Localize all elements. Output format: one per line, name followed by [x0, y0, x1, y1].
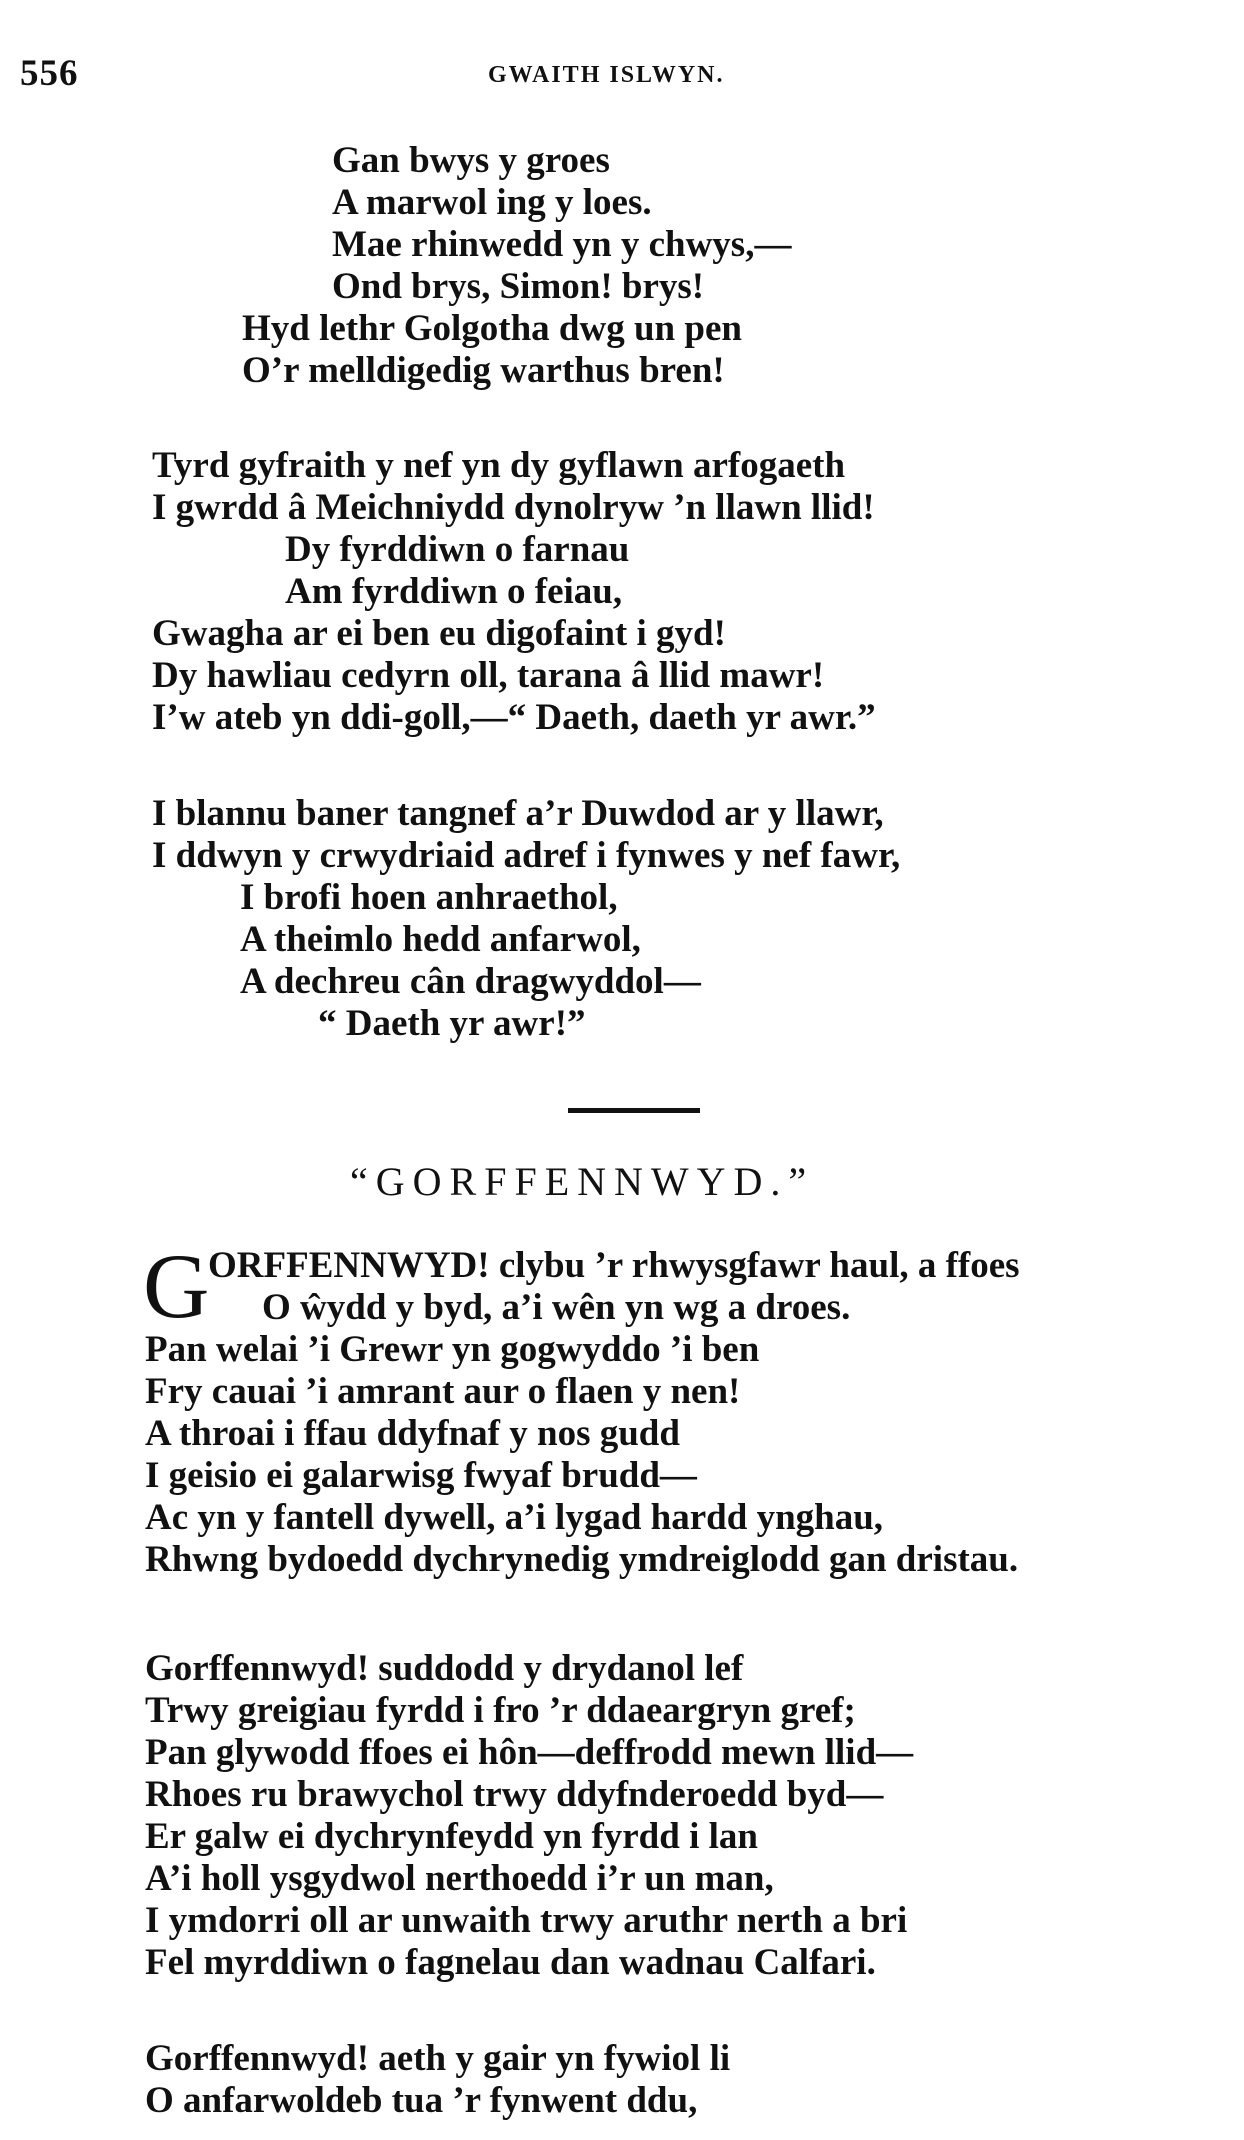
- poem-line: Am fyrddiwn o feiau,: [285, 571, 623, 612]
- poem-line: Gorffennwyd! suddodd y drydanol lef: [145, 1648, 744, 1689]
- poem-line: Dy fyrddiwn o farnau: [285, 529, 630, 570]
- poem-line: ORFFENNWYD! clybu ’r rhwysgfawr haul, a ffoes: [208, 1245, 1020, 1286]
- poem-line: I ymdorri oll ar unwaith trwy aruthr nerth a bri: [145, 1900, 908, 1941]
- poem-line: I brofi hoen anhraethol,: [240, 877, 618, 918]
- poem-line: Fel myrddiwn o fagnelau dan wadnau Calfari.: [145, 1942, 876, 1983]
- poem-line: O anfarwoldeb tua ’r fynwent ddu,: [145, 2080, 698, 2121]
- poem-line: Pan glywodd ffoes ei hôn—deffrodd mewn llid—: [145, 1732, 914, 1773]
- poem-line: I geisio ei galarwisg fwyaf brudd—: [145, 1455, 697, 1496]
- drop-cap: G: [143, 1235, 210, 1337]
- running-title: GWAITH ISLWYN.: [488, 62, 725, 88]
- poem-line: I gwrdd â Meichniydd dynolryw ’n llawn llid!: [152, 487, 875, 528]
- poem-line: A theimlo hedd anfarwol,: [240, 919, 641, 960]
- poem-line: I’w ateb yn ddi-goll,—“ Daeth, daeth yr awr.”: [152, 697, 876, 738]
- poem-line: Gwagha ar ei ben eu digofaint i gyd!: [152, 613, 726, 654]
- poem-line: A marwol ing y loes.: [332, 182, 652, 223]
- poem-line: O’r melldigedig warthus bren!: [242, 350, 725, 391]
- poem-line: Rhoes ru brawychol trwy ddyfnderoedd byd—: [145, 1774, 884, 1815]
- poem-line: Ac yn y fantell dywell, a’i lygad hardd ynghau,: [145, 1497, 884, 1538]
- page-number: 556: [20, 53, 79, 94]
- page-header: [20, 52, 1204, 102]
- poem-line: “ Daeth yr awr!”: [318, 1003, 586, 1044]
- poem-title: “GORFFENNWYD.”: [350, 1159, 815, 1204]
- poem-line: A dechreu cân dragwyddol—: [240, 961, 701, 1002]
- poem-line: Tyrd gyfraith y nef yn dy gyflawn arfogaeth: [152, 445, 846, 486]
- poem-line: Dy hawliau cedyrn oll, tarana â llid mawr!: [152, 655, 825, 696]
- poem-line: Ond brys, Simon! brys!: [332, 266, 705, 307]
- poem-line: I ddwyn y crwydriaid adref i fynwes y nef fawr,: [152, 835, 901, 876]
- poem-line: Rhwng bydoedd dychrynedig ymdreiglodd gan dristau.: [145, 1539, 1019, 1580]
- poem-line: Gorffennwyd! aeth y gair yn fywiol li: [145, 2038, 731, 2079]
- poem-line: Er galw ei dychrynfeydd yn fyrdd i lan: [145, 1816, 758, 1857]
- poem-line: Fry cauai ’i amrant aur o flaen y nen!: [145, 1371, 741, 1412]
- poem-line: I blannu baner tangnef a’r Duwdod ar y llawr,: [152, 793, 884, 834]
- poem-line: A throai i ffau ddyfnaf y nos gudd: [145, 1413, 680, 1454]
- section-divider: [568, 1108, 700, 1113]
- poem-line: O ŵydd y byd, a’i wên yn wg a droes.: [262, 1287, 851, 1328]
- poem-line: Hyd lethr Golgotha dwg un pen: [242, 308, 742, 349]
- poem-line: A’i holl ysgydwol nerthoedd i’r un man,: [145, 1858, 774, 1899]
- poem-line: Trwy greigiau fyrdd i fro ’r ddaeargryn gref;: [145, 1690, 856, 1731]
- poem-line: Mae rhinwedd yn y chwys,—: [332, 224, 792, 265]
- poem-line: Gan bwys y groes: [332, 140, 610, 181]
- poem-line: Pan welai ’i Grewr yn gogwyddo ’i ben: [145, 1329, 760, 1370]
